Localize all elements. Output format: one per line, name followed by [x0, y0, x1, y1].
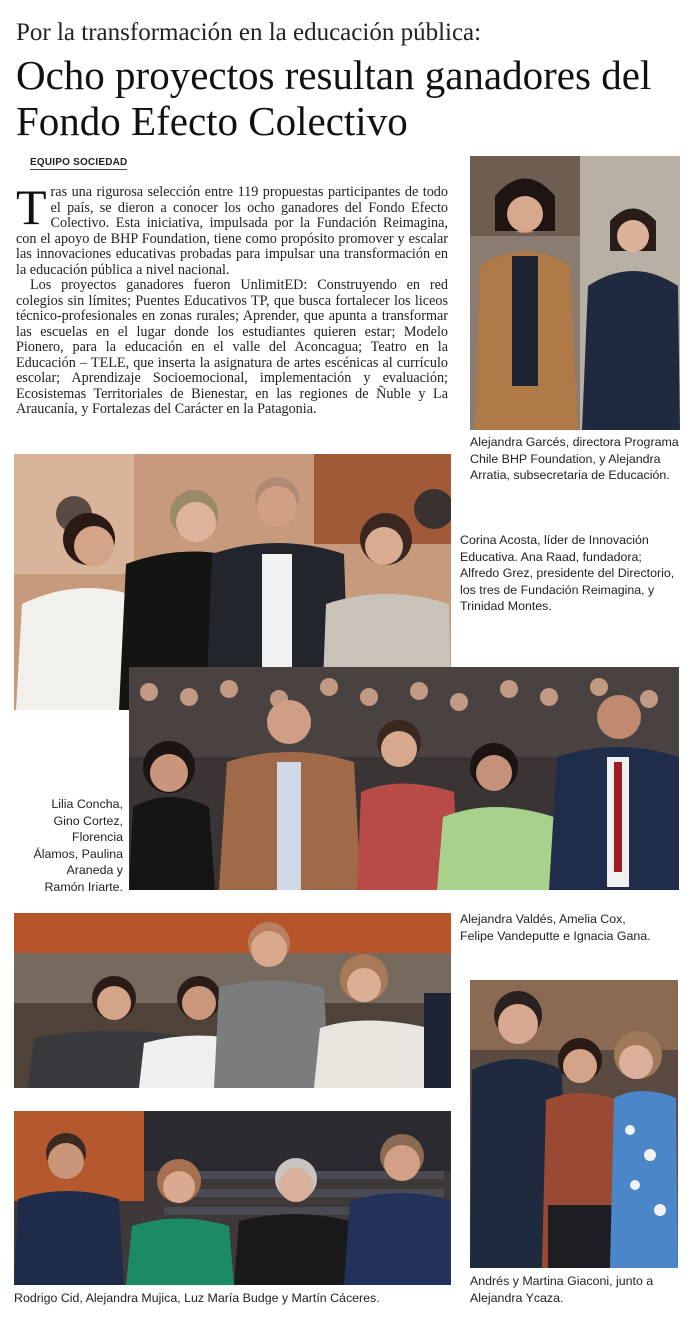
caption-photo-1: Alejandra Garcés, directora Programa Chile BHP Foundation, y Alejandra Arratia, subsecretaria de Educación. — [470, 435, 679, 483]
caption-photo-4: Alejandra Valdés, Amelia Cox, Felipe Vandeputte e Ignacia Gana. — [460, 912, 651, 943]
photo-valdes-group — [14, 913, 451, 1088]
article-paragraph-1 — [16, 179, 448, 278]
photo-concha-group — [129, 667, 679, 890]
photo-garces-arratia — [470, 156, 680, 430]
photo-cid-group — [14, 1111, 451, 1285]
caption-photo-5: Andrés y Martina Giaconi, junto a Alejandra Ycaza. — [470, 1274, 654, 1305]
article-body — [16, 179, 448, 418]
article-byline: EQUIPO SOCIEDAD — [30, 157, 128, 168]
article-kicker: Por la transformación en la educación pública: — [16, 19, 482, 46]
article-paragraph-2: Los proyectos ganadores fueron UnlimitED: Construyendo en red colegios sin límites; Puentes Educativos TP, que busca fortalecer los liceos técnico-profesionales en zonas rurales; Aprender, que apunta a transformar las escuelas en el lugar donde los estudiantes quieren estar; Modelo Pionero, para la educación en el valle del Aconcagua; Teatro en la Educación – TELE, que inserta la asignatura de artes escénicas al currículo escolar; Aprendizaje Socioemocional, implementación y evaluación; Ecosistemas Territoriales de Bienestar, en las regiones de Ñuble y La Araucanía, y Fortalezas del Carácter en la Patagonia. — [16, 277, 448, 417]
caption-photo-6: Rodrigo Cid, Alejandra Mujica, Luz María Budge y Martín Cáceres. — [14, 1291, 380, 1305]
article-headline: Ocho proyectos resultan ganadores del Fondo Efecto Colectivo — [16, 52, 652, 144]
caption-photo-2: Corina Acosta, líder de Innovación Educativa. Ana Raad, fundadora; Alfredo Grez, presidente del Directorio, los tres de Fundación Reimagina, y Trinidad Montes. — [460, 533, 675, 614]
photo-giaconi-ycaza — [470, 980, 678, 1268]
caption-photo-3: Lilia Concha, Gino Cortez, Florencia Álamos, Paulina Araneda y Ramón Iriarte. — [33, 797, 123, 894]
drop-cap: T — [16, 179, 47, 235]
paragraph-1-text: ras una rigurosa selección entre 119 propuestas participantes de todo el país, se dieron a conocer los ocho ganadores del Fondo Efecto Colectivo. Esta iniciativa, impulsada por la Fundación Reimagina, con el apoyo de BHP Foundation, tiene como propósito promover y escalar las innovaciones educativas probadas para impulsar una transformación en la educación pública a nivel nacional. — [16, 184, 448, 278]
